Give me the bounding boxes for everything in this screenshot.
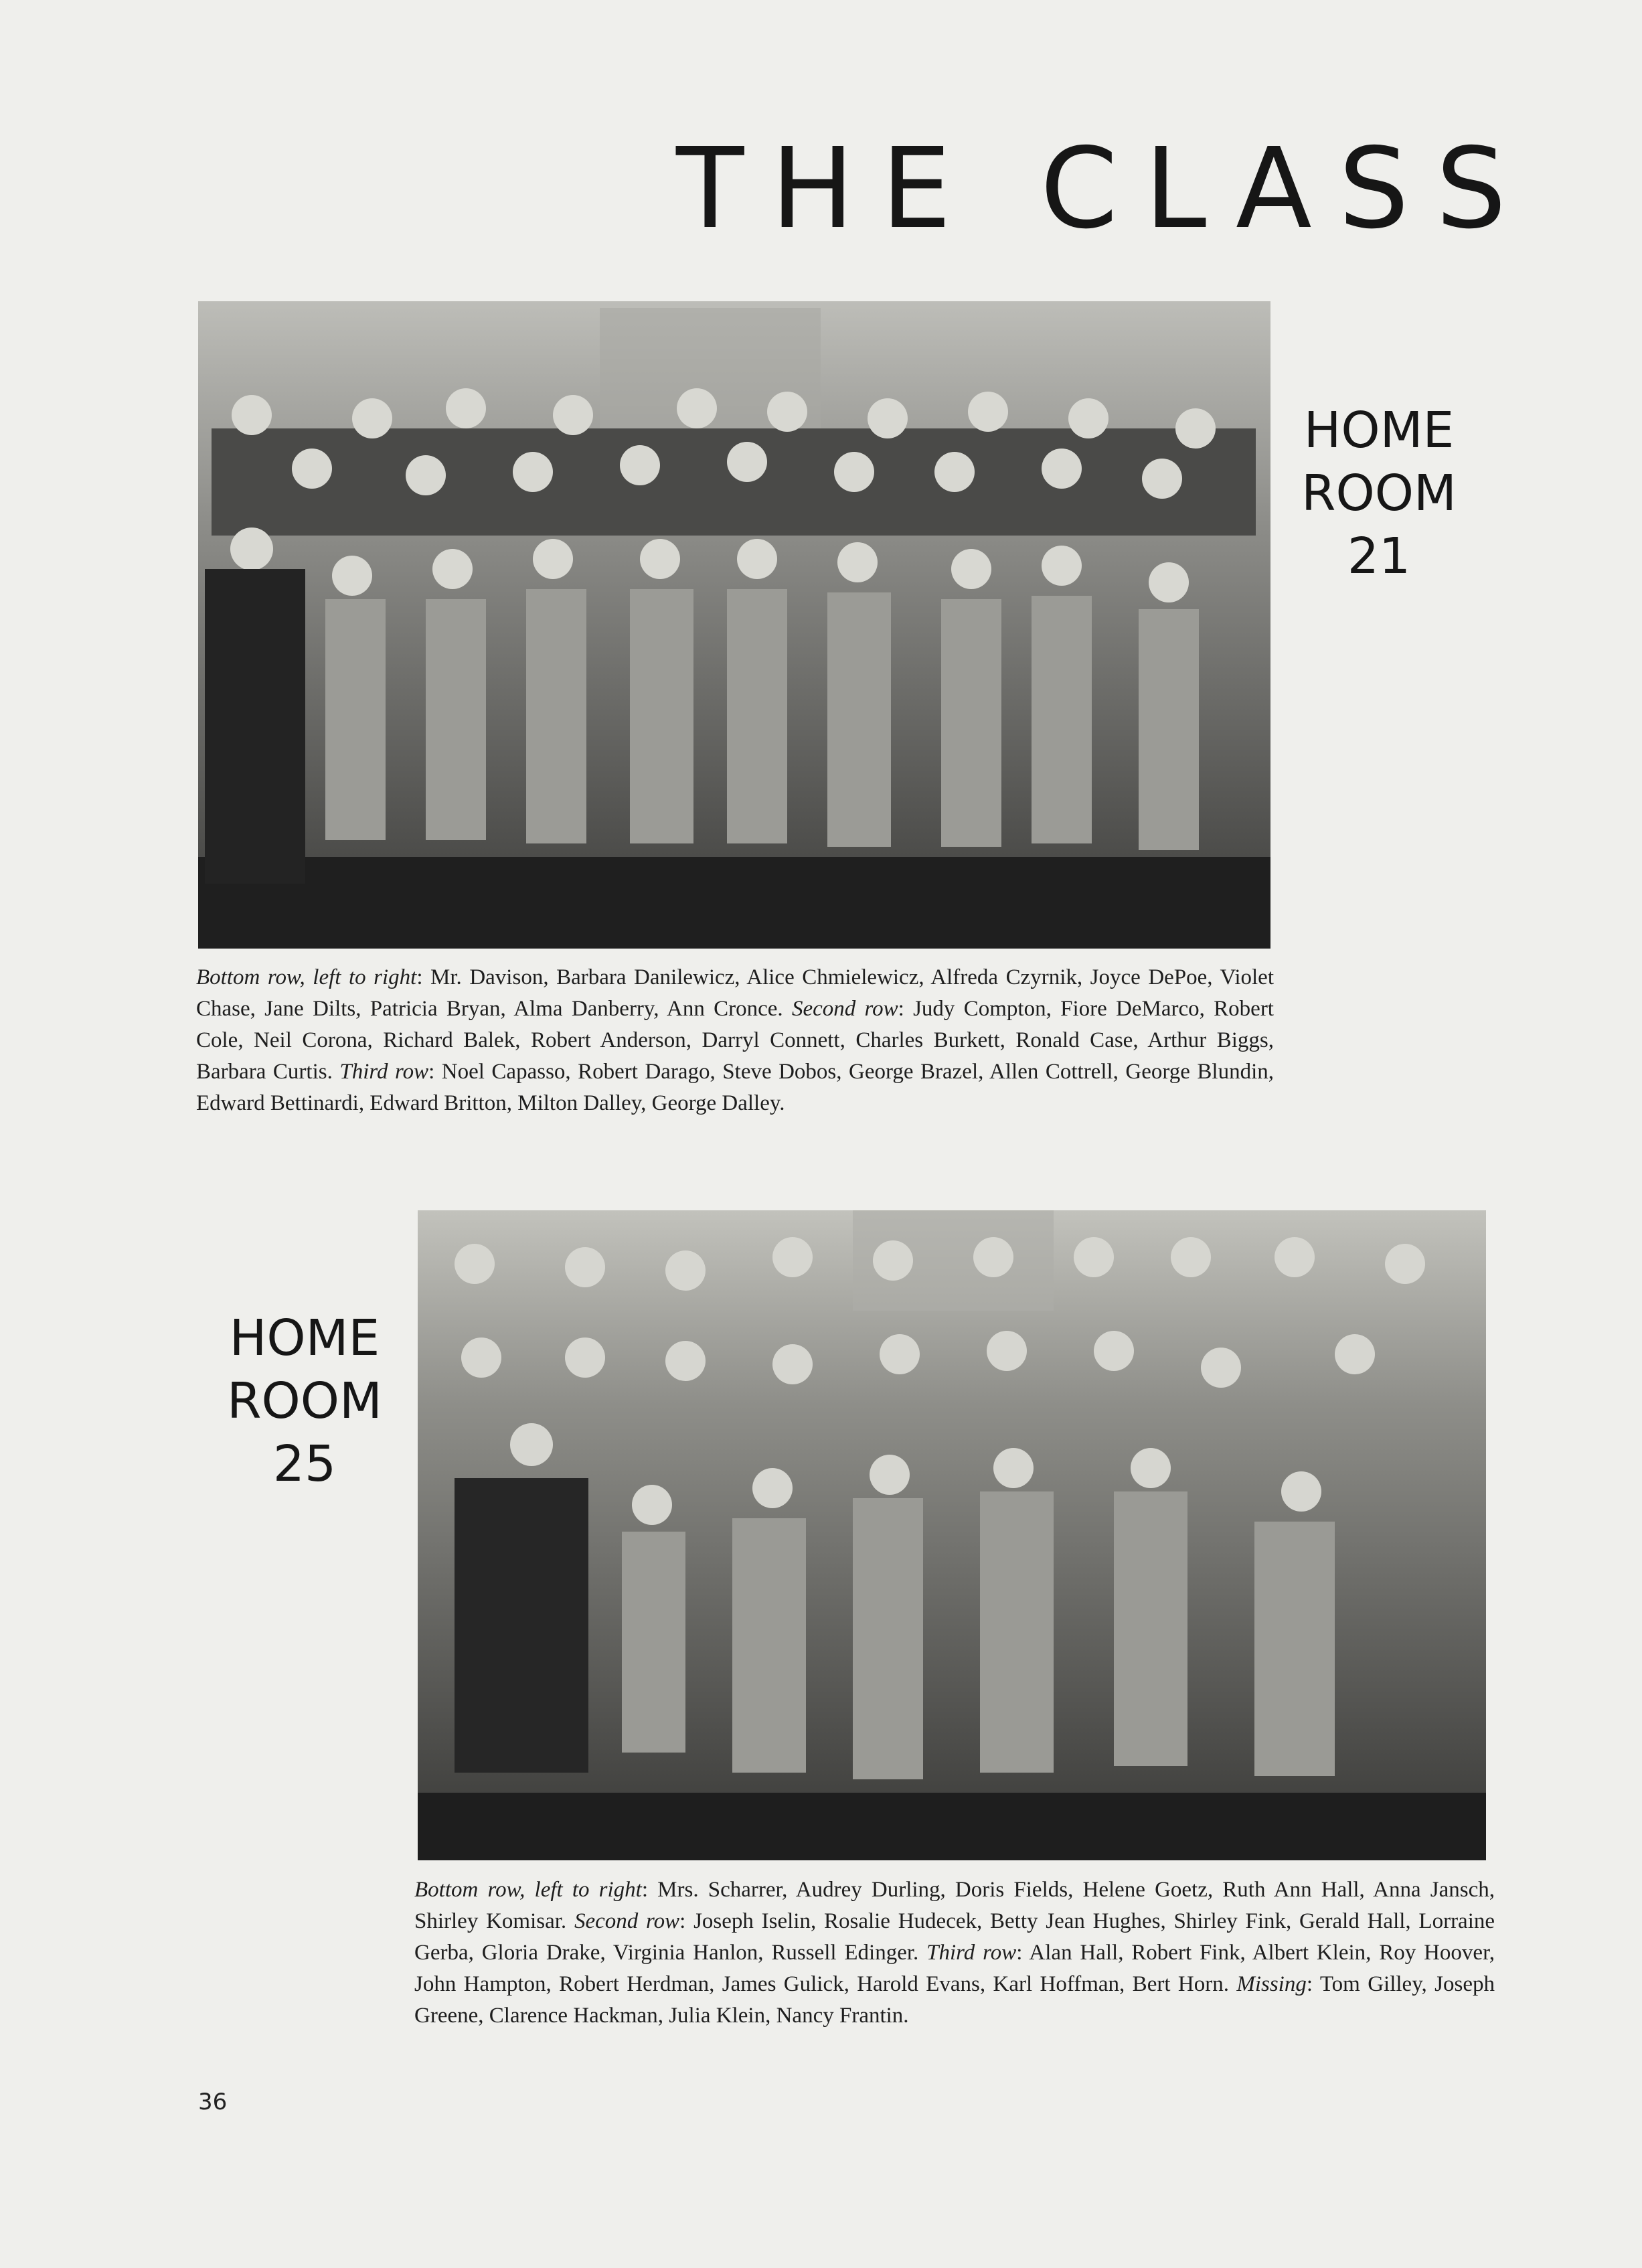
bottom-row-names: Mrs. Scharrer, Audrey Durling, Doris Fields, Helene Goetz, Ruth Ann Hall, Anna Jansch, Shirley Komisar.	[414, 1878, 1495, 1933]
third-row-label: Third row	[339, 1060, 429, 1084]
second-row-names: Joseph Iselin, Rosalie Hudecek, Betty Jean Hughes, Shirley Fink, Gerald Hall, Lorraine Gerba, Gloria Drake, Virginia Hanlon, Russell Edinger.	[414, 1909, 1495, 1965]
homeroom-21-class-photo	[198, 301, 1270, 949]
bottom-row-names: Mr. Davison, Barbara Danilewicz, Alice Chmielewicz, Alfreda Czyrnik, Joyce DePoe, Violet Chase, Jane Dilts, Patricia Bryan, Alma Danberry, Ann Cronce.	[196, 965, 1274, 1021]
homeroom-21-number: 21	[1347, 528, 1411, 585]
page-number: 36	[198, 2089, 228, 2115]
homeroom-21-photo-image	[198, 301, 1270, 949]
third-row-names: Alan Hall, Robert Fink, Albert Klein, Roy Hoover, John Hampton, Robert Herdman, James Gulick, Harold Evans, Karl Hoffman, Bert Horn.	[414, 1941, 1495, 1996]
homeroom-21-label-line1: HOME	[1303, 402, 1455, 459]
homeroom-25-label	[208, 1307, 402, 1495]
second-row-label: Second row	[574, 1909, 680, 1933]
homeroom-25-caption: Bottom row, left to right: Mrs. Scharrer, Audrey Durling, Doris Fields, Helene Goetz, Ruth Ann Hall, Anna Jansch, Shirley Komisar. Second row: Joseph Iselin, Rosalie Hudecek, Betty Jean Hughes, Shirley Fink, Gerald Hall, Lorraine Gerba, Gloria Drake, Virginia Hanlon, Russell Edinger. Third row: Alan Hall, Robert Fink, Albert Klein, Roy Hoover, John Hampton, Robert Herdman, James Gulick, Harold Evans, Karl Hoffman, Bert Horn. Missing: Tom Gilley, Joseph Greene, Clarence Hackman, Julia Klein, Nancy Frantin.	[414, 1878, 1495, 2028]
page-title: THE CLASS	[676, 125, 1534, 254]
second-row-label: Second row	[791, 997, 898, 1021]
homeroom-25-photo-image	[418, 1210, 1486, 1860]
homeroom-25-label-line1: HOME	[229, 1309, 380, 1367]
homeroom-25-label-line2: ROOM	[227, 1372, 382, 1430]
missing-names: Tom Gilley, Joseph Greene, Clarence Hackman, Julia Klein, Nancy Frantin.	[414, 1972, 1495, 2028]
third-row-label: Third row	[926, 1941, 1017, 1965]
third-row-names: Noel Capasso, Robert Darago, Steve Dobos, George Brazel, Allen Cottrell, George Blundin, Edward Bettinardi, Edward Britton, Milton Dalley, George Dalley.	[196, 1060, 1275, 1115]
homeroom-25-number: 25	[272, 1435, 337, 1493]
homeroom-21-label-line2: ROOM	[1301, 465, 1457, 522]
missing-label: Missing	[1236, 1972, 1307, 1996]
homeroom-21-caption: Bottom row, left to right: Mr. Davison, Barbara Danilewicz, Alice Chmielewicz, Alfreda Czyrnik, Joyce DePoe, Violet Chase, Jane Dilts, Patricia Bryan, Alma Danberry, Ann Cronce. Second row: Judy Compton, Fiore DeMarco, Robert Cole, Neil Corona, Richard Balek, Robert Anderson, Darryl Connett, Charles Burkett, Ronald Case, Arthur Biggs, Barbara Curtis. Third row: Noel Capasso, Robert Darago, Steve Dobos, George Brazel, Allen Cottrell, George Blundin, Edward Bettinardi, Edward Britton, Milton Dalley, George Dalley.	[196, 965, 1275, 1115]
bottom-row-label: Bottom row, left to right	[196, 965, 417, 989]
second-row-names: Judy Compton, Fiore DeMarco, Robert Cole, Neil Corona, Richard Balek, Robert Anderson, Darryl Connett, Charles Burkett, Ronald Case, Arthur Biggs, Barbara Curtis.	[196, 997, 1274, 1084]
homeroom-25-class-photo	[418, 1210, 1486, 1860]
bottom-row-label: Bottom row, left to right	[414, 1878, 642, 1902]
homeroom-21-label	[1289, 399, 1469, 588]
